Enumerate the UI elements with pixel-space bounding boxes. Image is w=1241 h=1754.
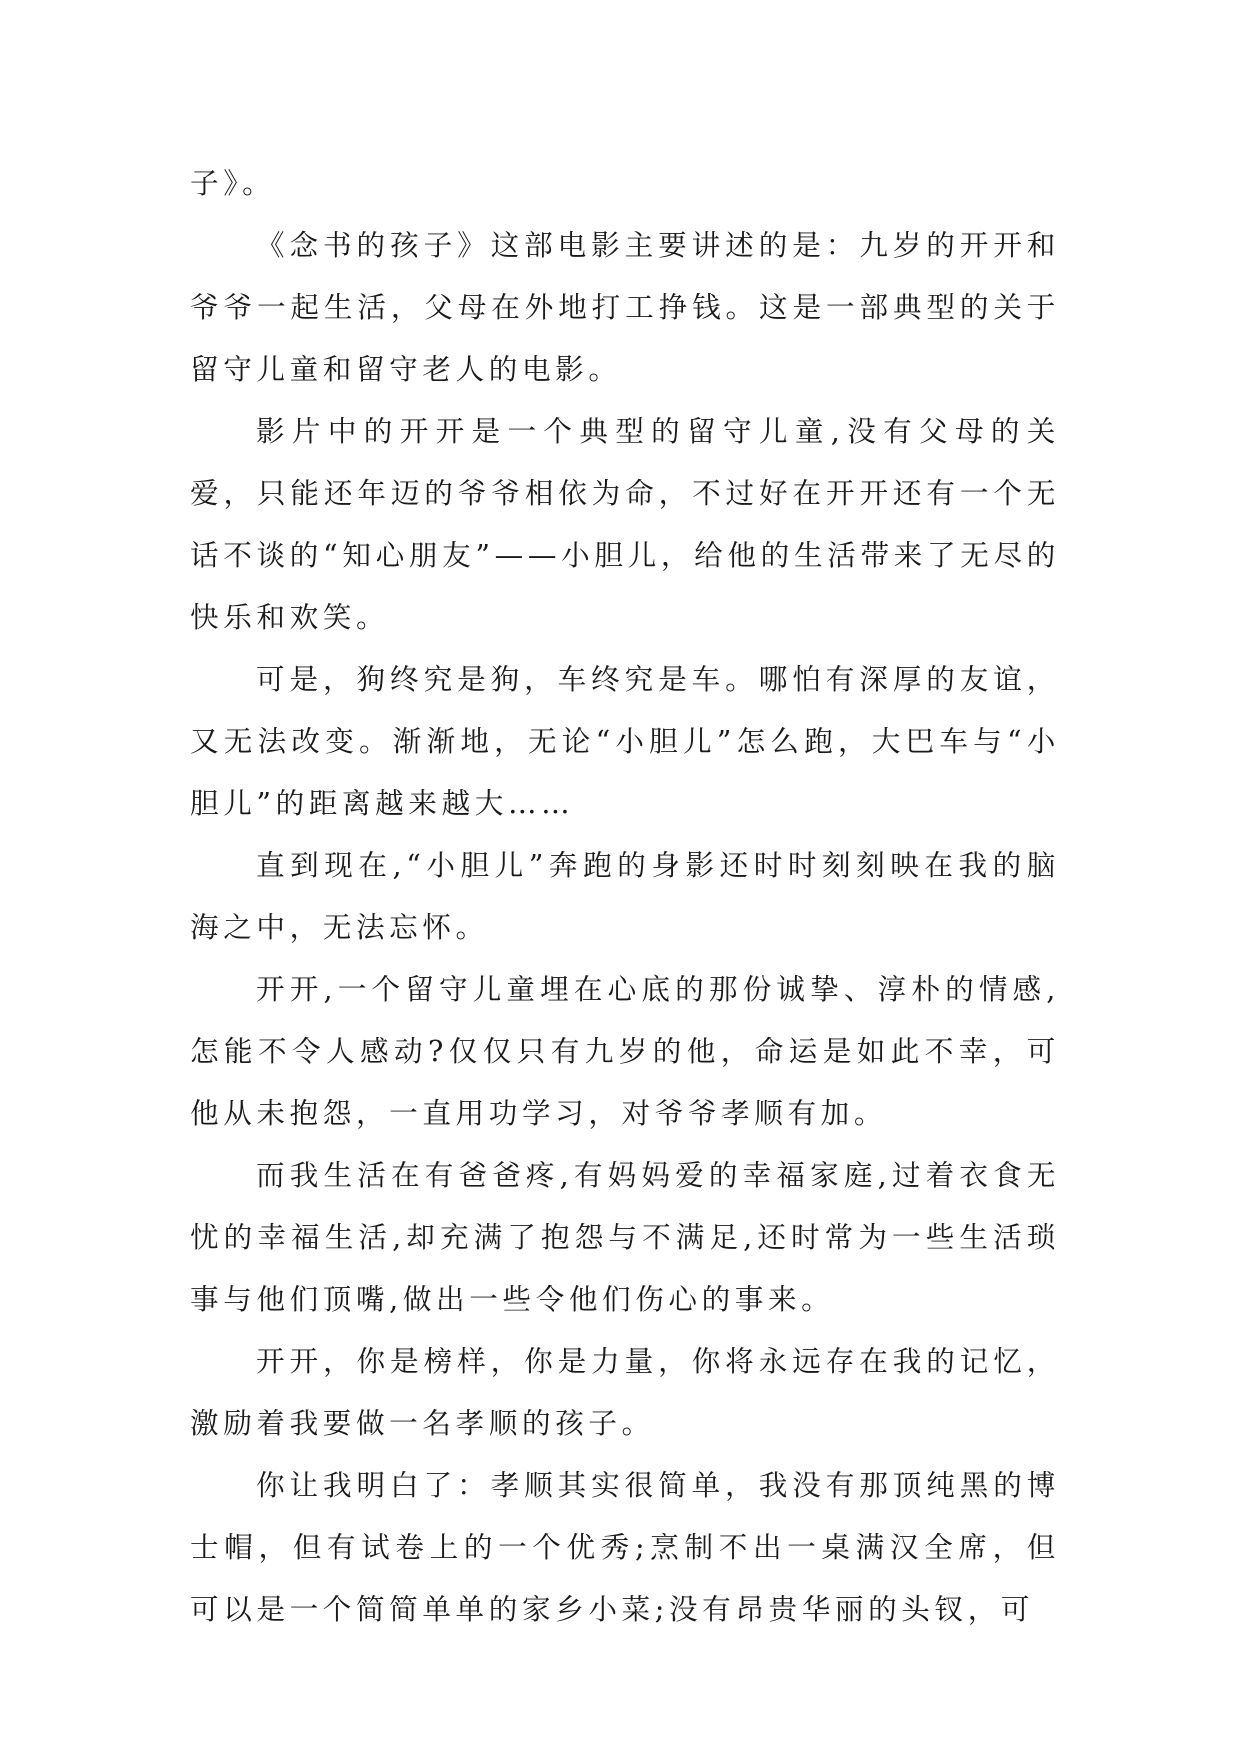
paragraph-dog-and-bus: 可是，狗终究是狗，车终究是车。哪怕有深厚的友谊，又无法改变。渐渐地，无论“小胆儿”怎么跑，大巴车与“小胆儿”的距离越来越大…… [190,662,1060,820]
paragraph-kaikai-description: 影片中的开开是一个典型的留守儿童,没有父母的关爱，只能还年迈的爷爷相依为命，不过好在开开还有一个无话不谈的“知心朋友”——小胆儿，给他的生活带来了无尽的快乐和欢笑。 [190,414,1060,634]
body-text [190,152,1060,1640]
paragraph-memory: 直到现在,“小胆儿”奔跑的身影还时时刻刻映在我的脑海之中，无法忘怀。 [190,848,1060,944]
paragraph-lesson: 你让我明白了：孝顺其实很简单，我没有那顶纯黑的博士帽，但有试卷上的一个优秀;烹制不出一桌满汉全席，但可以是一个简简单单的家乡小菜;没有昂贵华丽的头钗，可 [190,1468,1060,1626]
paragraph-movie-summary: 《念书的孩子》这部电影主要讲述的是：九岁的开开和爷爷一起生活，父母在外地打工挣钱。这是一部典型的关于留守儿童和留守老人的电影。 [190,228,1060,386]
paragraph-continuation: 子》。 [190,166,276,200]
paragraph-touching-emotion: 开开,一个留守儿童埋在心底的那份诚挚、淳朴的情感,怎能不令人感动?仅仅只有九岁的他，命运是如此不幸，可他从未抱怨，一直用功学习，对爷爷孝顺有加。 [190,972,1060,1130]
paragraph-role-model: 开开，你是榜样，你是力量，你将永远存在我的记忆，激励着我要做一名孝顺的孩子。 [190,1344,1060,1440]
paragraph-self-reflection: 而我生活在有爸爸疼,有妈妈爱的幸福家庭,过着衣食无忧的幸福生活,却充满了抱怨与不满足,还时常为一些生活琐事与他们顶嘴,做出一些令他们伤心的事来。 [190,1158,1060,1316]
